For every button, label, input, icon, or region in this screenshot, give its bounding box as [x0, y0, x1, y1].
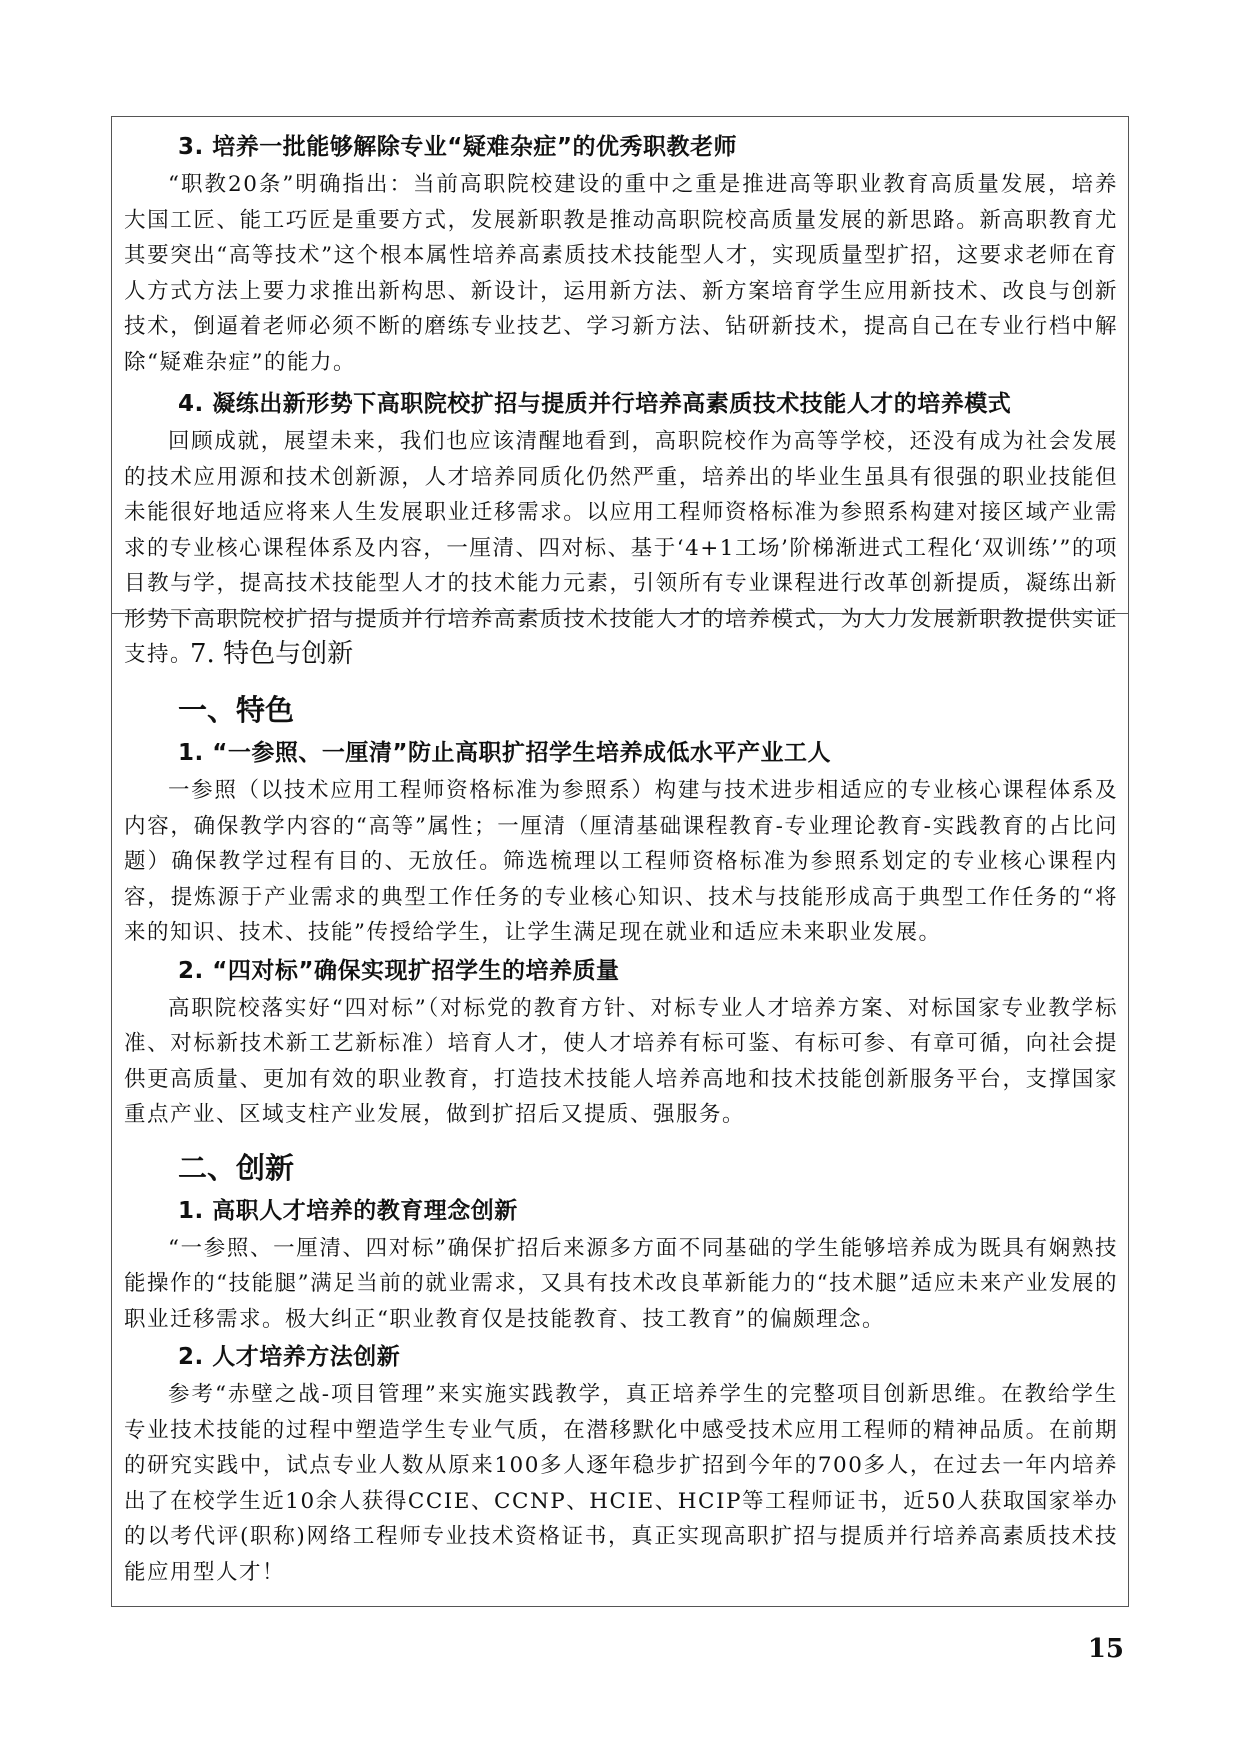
heading-item-4: 4. 凝练出新形势下高职院校扩招与提质并行培养高素质技术技能人才的培养模式: [178, 391, 1012, 417]
innovation-2-text: 参考“赤壁之战-项目管理”来实施实践教学，真正培养学生的完整项目创新思维。在教给学生专业技术技能的过程中塑造学生专业气质，在潜移默化中感受技术应用工程师的精神品质。在前期的研究实践中，试点专业人数从原来100多人逐年稳步扩招到今年的700多人，在过去一年内培养出了在校学生近10余人获得CCIE、CCNP、HCIE、HCIP等工程师证书，近50人获取国家举办的以考代评(职称)网络工程师专业技术资格证书，真正实现高职扩招与提质并行培养高素质技术技能应用型人才！: [124, 1382, 1118, 1585]
feature-2-text: 高职院校落实好“四对标”（对标党的教育方针、对标专业人才培养方案、对标国家专业教学标准、对标新技术新工艺新标准）培育人才，使人才培养有标可鉴、有标可参、有章可循，向社会提供更高质量、更加有效的职业教育，打造技术技能人培养高地和技术技能创新服务平台，支撑国家重点产业、区域支柱产业发展，做到扩招后又提质、强服务。: [124, 995, 1118, 1127]
table-cell-bottom: [124, 627, 1118, 1590]
page-number: 15: [1087, 1634, 1124, 1664]
features-heading: 一、特色: [178, 693, 295, 727]
paragraph-item-3: “职教20条”明确指出：当前高职院校建设的重中之重是推进高等职业教育高质量发展，培养大国工匠、能工巧匠是重要方式，发展新职教是推动高职院校高质量发展的新思路。新高职教育尤其要突出“高等技术”这个根本属性培养高素质技术技能型人才，实现质量型扩招，这要求老师在育人方式方法上要力求推出新构思、新设计，运用新方法、新方案培育学生应用新技术、改良与创新技术，倒逼着老师必须不断的磨练专业技艺、学习新方法、钻研新技术，提高自己在专业行档中解除“疑难杂症”的能力。: [124, 172, 1118, 375]
table-frame: [111, 116, 1129, 1607]
paragraph-item-4: 回顾成就，展望未来，我们也应该清醒地看到，高职院校作为高等学校，还没有成为社会发展的技术应用源和技术创新源，人才培养同质化仍然严重，培养出的毕业生虽具有很强的职业技能但未能很好地适应将来人生发展职业迁移需求。以应用工程师资格标准为参照系构建对接区域产业需求的专业核心课程体系及内容，一厘清、四对标、基于‘4+1工场’阶梯渐进式工程化‘双训练’”的项目教与学，提高技术技能型人才的技术能力元素，引领所有专业课程进行改革创新提质，凝练出新形势下高职院校扩招与提质并行培养高素质技术技能人才的培养模式，为大力发展新职教提供实证支持。: [124, 429, 1118, 667]
feature-2-heading: 2. “四对标”确保实现扩招学生的培养质量: [178, 957, 620, 984]
innovation-1-heading: 1. 高职人才培养的教育理念创新: [178, 1197, 518, 1224]
innovation-1-text: “一参照、一厘清、四对标”确保扩招后来源多方面不同基础的学生能够培养成为既具有娴熟技能操作的“技能腿”满足当前的就业需求，又具有技术改良革新能力的“技术腿”适应未来产业发展的职业迁移需求。极大纠正“职业教育仅是技能教育、技工教育”的偏颇理念。: [124, 1235, 1118, 1332]
section-title: 7. 特色与创新: [190, 639, 354, 669]
innovation-heading: 二、创新: [178, 1150, 295, 1185]
heading-item-3: 3. 培养一批能够解除专业“疑难杂症”的优秀职教老师: [178, 134, 737, 160]
table-cell-top: [124, 127, 1118, 673]
table-row-divider: [112, 613, 1128, 614]
feature-1-heading: 1. “一参照、一厘清”防止高职扩招学生培养成低水平产业工人: [178, 740, 831, 766]
innovation-2-heading: 2. 人才培养方法创新: [178, 1344, 401, 1370]
feature-1-text: 一参照（以技术应用工程师资格标准为参照系）构建与技术进步相适应的专业核心课程体系及内容，确保教学内容的“高等”属性；一厘清（厘清基础课程教育-专业理论教育-实践教育的占比问题）确保教学过程有目的、无放任。筛选梳理以工程师资格标准为参照系划定的专业核心课程内容，提炼源于产业需求的典型工作任务的专业核心知识、技术与技能形成高于典型工作任务的“将来的知识、技术、技能”传授给学生，让学生满足现在就业和适应未来职业发展。: [124, 778, 1118, 945]
